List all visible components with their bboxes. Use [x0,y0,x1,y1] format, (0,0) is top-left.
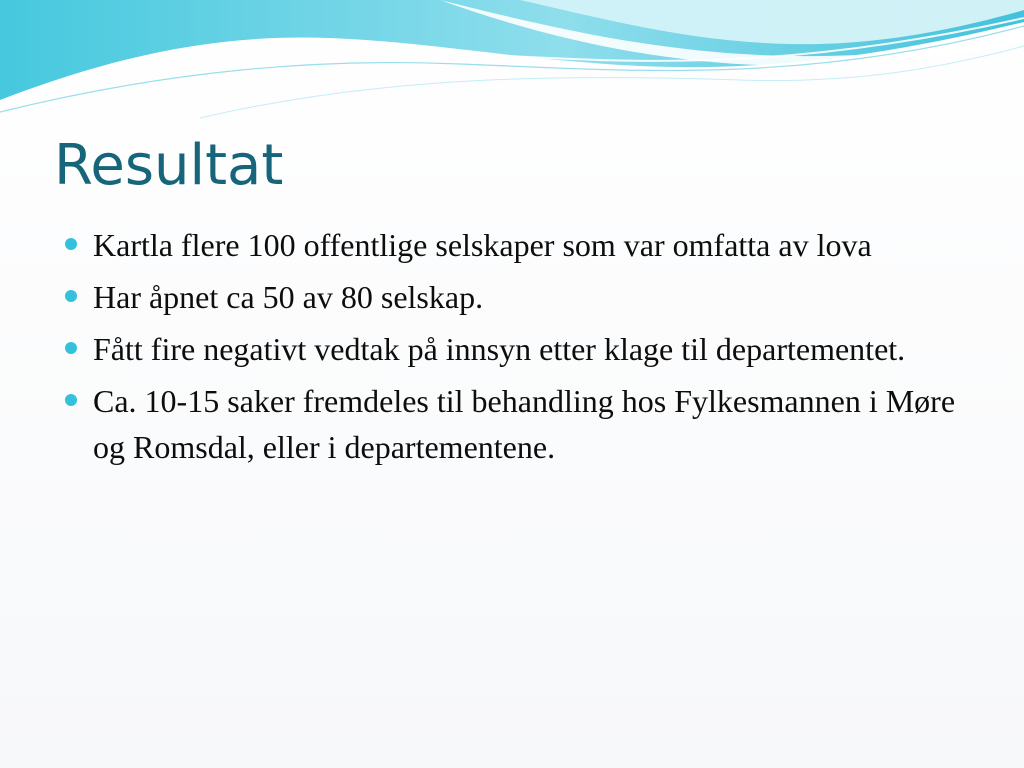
bullet-item [62,378,962,470]
bullet-text: Fått fire negativt vedtak på innsyn etter klage til departementet. [93,331,906,367]
slide-title: Resultat [54,133,284,198]
decorative-wave-header [0,0,1024,120]
bullet-dot-icon [65,342,77,354]
bullet-dot-icon [65,394,77,406]
bullet-item [62,326,962,372]
bullet-text: Har åpnet ca 50 av 80 selskap. [93,279,484,315]
bullet-text: Kartla flere 100 offentlige selskaper som var omfatta av lova [93,227,872,263]
bullet-list [62,222,962,476]
bullet-item [62,274,962,320]
bullet-dot-icon [65,238,77,250]
bullet-text: Ca. 10-15 saker fremdeles til behandling hos Fylkesmannen i Møre og Romsdal, eller i departementene. [93,383,956,465]
bullet-item [62,222,962,268]
bullet-dot-icon [65,290,77,302]
